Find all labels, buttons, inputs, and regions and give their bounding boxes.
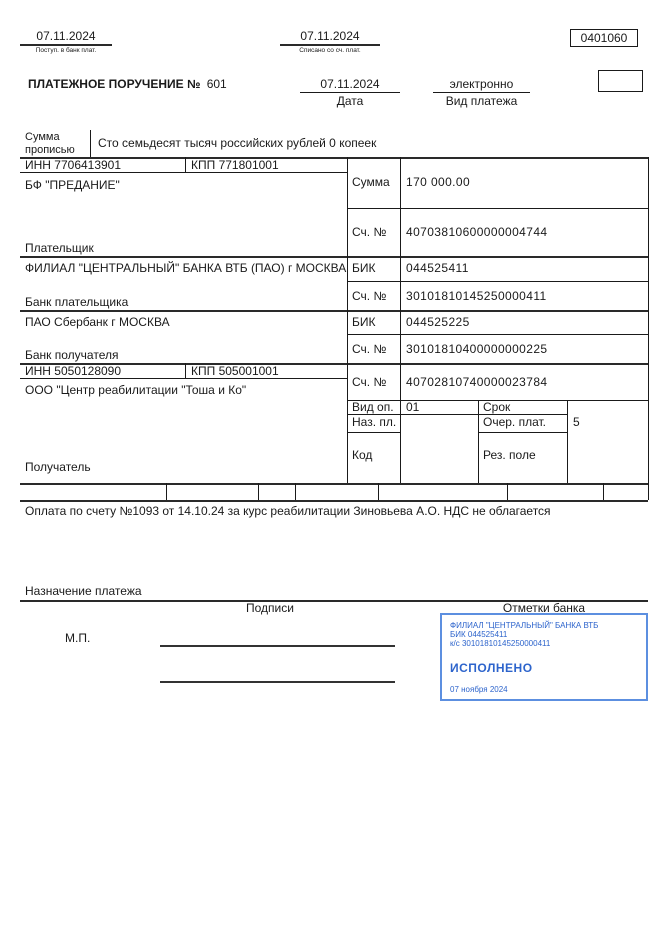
table-line [378,483,379,500]
amount-label: Сумма [352,175,390,189]
priority-label: Очер. плат. [483,415,547,429]
payer-account-label: Сч. № [352,225,387,239]
form-code: 0401060 [580,31,628,45]
table-line [648,157,649,500]
payer-bank-account: 30101810145250000411 [406,289,547,303]
payee-bank-bik: 044525225 [406,315,470,329]
amount-value: 170 000.00 [406,175,471,189]
received-in-bank-date: 07.11.2024 [36,29,96,43]
amount-in-words-label: Сумма прописью [25,131,75,156]
table-line [478,400,479,483]
bank-stamp-box [440,613,648,701]
table-line [20,378,347,379]
table-line [347,432,400,433]
reserve-field-label: Рез. поле [483,448,536,462]
payer-bank-account-label: Сч. № [352,289,387,303]
payer-bank-label: Банк плательщика [25,295,129,309]
table-line [347,334,648,335]
signature-line [160,645,395,647]
operation-kind: 01 [406,400,420,414]
table-line [258,483,259,500]
bank-marks-label: Отметки банка [502,601,586,615]
status-code-box [598,70,643,92]
table-line [400,157,401,483]
document-title [28,78,227,91]
table-line [507,483,508,500]
payment-kind-caption: Вид платежа [445,94,518,108]
payee-name: ООО "Центр реабилитации "Тоша и Ко" [25,383,247,397]
stamp-bik: БИК 044525411 [450,630,508,639]
signatures-label: Подписи [246,601,294,615]
signature-line [160,681,395,683]
purpose-code-label: Наз. пл. [352,415,397,429]
table-line [295,483,296,500]
document-date: 07.11.2024 [320,77,380,91]
stamp-status: ИСПОЛНЕНО [450,661,533,675]
payer-bank-bik-label: БИК [352,261,376,275]
table-line [20,256,648,258]
mp-label: М.П. [65,631,91,645]
table-line [347,208,648,209]
title-text: ПЛАТЕЖНОЕ ПОРУЧЕНИЕ № [28,77,201,91]
divider [300,92,400,93]
payer-account: 40703810600000004744 [406,225,548,239]
payee-bank-account-label: Сч. № [352,342,387,356]
table-line [567,400,568,483]
table-line [20,483,648,485]
term-label: Срок [483,400,511,414]
payer-bank-name: ФИЛИАЛ "ЦЕНТРАЛЬНЫЙ" БАНКА ВТБ (ПАО) г МОСКВА [25,261,347,275]
stamp-corr-account: к/с 30101810145250000411 [450,639,551,648]
payee-bank-bik-label: БИК [352,315,376,329]
date-caption: Дата [336,94,364,108]
payer-name: БФ "ПРЕДАНИЕ" [25,178,120,192]
divider [20,44,112,46]
payee-account-label: Сч. № [352,375,387,389]
payment-purpose-text: Оплата по счету №1093 от 14.10.24 за курс реабилитации Зиновьева А.О. НДС не облагается [25,504,551,518]
operation-kind-label: Вид оп. [352,400,394,414]
divider [433,92,530,93]
payee-bank-name: ПАО Сбербанк г МОСКВА [25,315,170,329]
table-line [20,310,648,312]
table-line [478,432,567,433]
table-line [166,483,167,500]
table-line [20,500,648,502]
payment-kind: электронно [449,77,514,91]
payee-inn: ИНН 5050128090 [25,364,122,378]
payer-label: Плательщик [25,241,94,255]
table-line [347,281,648,282]
received-in-bank-caption: Поступ. в банк плат. [35,47,97,54]
payee-kpp: КПП 505001001 [191,364,279,378]
payee-bank-account: 30101810400000000225 [406,342,548,356]
payment-purpose-label: Назначение платежа [25,584,142,598]
table-line [603,483,604,500]
amount-in-words: Сто семьдесят тысяч российских рублей 0 копеек [98,136,377,150]
divider [280,44,380,46]
payer-kpp: КПП 771801001 [191,158,279,172]
table-line [20,172,347,173]
form-code-box [570,29,638,47]
payee-bank-label: Банк получателя [25,348,119,362]
debited-caption: Списано со сч. плат. [299,47,361,54]
payer-inn: ИНН 7706413901 [25,158,122,172]
priority-value: 5 [573,415,580,429]
table-line [185,363,186,378]
table-line [185,157,186,172]
code-label: Код [352,448,373,462]
debited-date: 07.11.2024 [300,29,360,43]
payer-bank-bik: 044525411 [406,261,469,275]
divider [90,130,91,157]
table-line [347,157,348,483]
document-number: 601 [206,77,227,91]
payee-account: 40702810740000023784 [406,375,548,389]
payee-label: Получатель [25,460,91,474]
stamp-date: 07 ноября 2024 [450,685,508,694]
stamp-bank-name: ФИЛИАЛ "ЦЕНТРАЛЬНЫЙ" БАНКА ВТБ [450,621,599,630]
